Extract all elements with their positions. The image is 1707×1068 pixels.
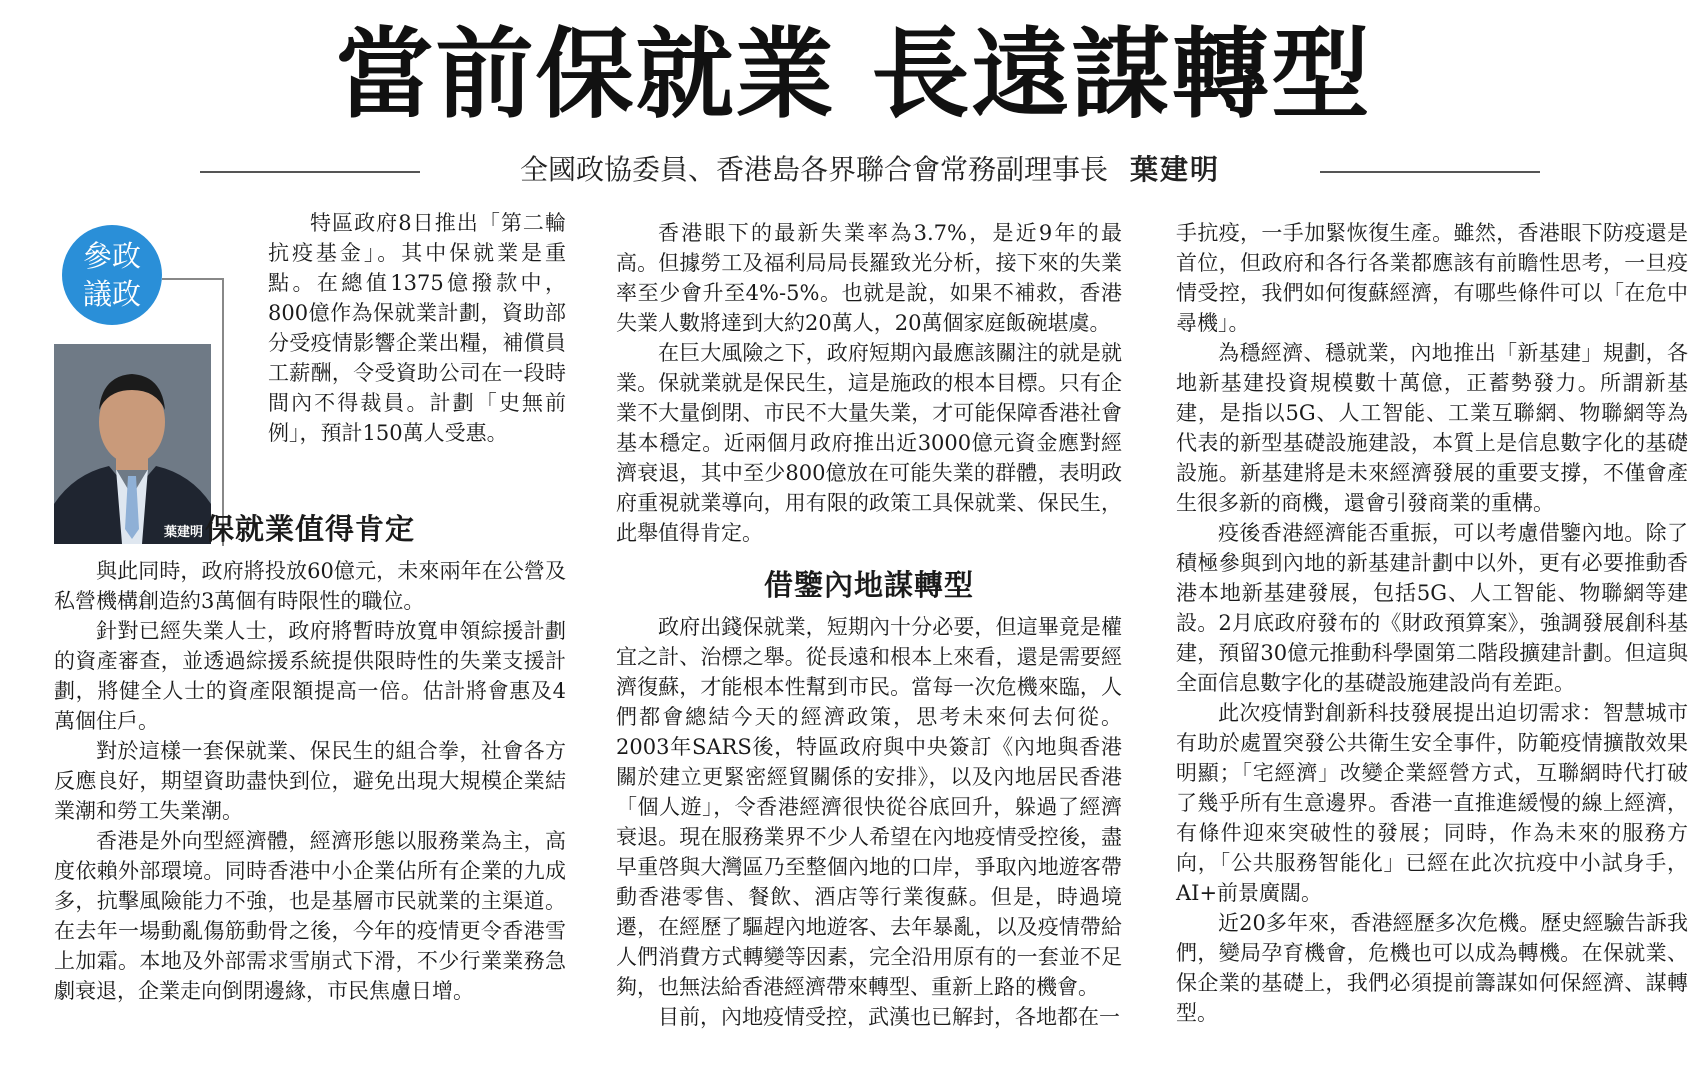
paragraph: 香港是外向型經濟體，經濟形態以服務業為主，高度依賴外部環境。同時香港中小企業佔所有企業的九成多，抗擊風險能力不強，也是基層市民就業的主渠道。在去年一場動亂傷筋動骨之後，今年的疫情更令香港雪上加霜。本地及外部需求雪崩式下滑，不少行業業務急劇衰退，企業走向倒閉邊緣，市民焦慮日增。 [54,829,566,1003]
paragraph: 對於這樣一套保就業、保民生的組合拳，社會各方反應良好，期望資助盡快到位，避免出現大規模企業結業潮和勞工失業潮。 [54,739,566,823]
headline: 當前保就業 長遠謀轉型 [335,17,1372,132]
paragraph: 在巨大風險之下，政府短期內最應該關注的就是就業。保就業就是保民生，這是施政的根本目標。只有企業不大量倒閉、市民不大量失業，才可能保障香港社會基本穩定。近兩個月政府推出近3000億元資金應對經濟衰退，其中至少800億放在可能失業的群體，表明政府重視就業導向，用有限的政策工具保就業、保民生，此舉值得肯定。 [616,341,1122,545]
section-heading-2: 借鑒內地謀轉型 [763,568,974,602]
badge-line2: 議政 [82,277,141,311]
column1-intro [268,208,566,448]
byline-rule-left [200,171,420,173]
column3 [1176,218,1688,1028]
paragraph: 與此同時，政府將投放60億元，未來兩年在公營及私營機構創造約3萬個有時限性的職位。 [54,559,566,613]
badge-line1: 參政 [82,239,141,273]
paragraph: 疫後香港經濟能否重振，可以考慮借鑒內地。除了積極參與到內地的新基建計劃中以外，更有必要推動香港本地新基建發展，包括5G、人工智能、物聯網等建設。2月底政府發布的《財政預算案》，強調發展創科基建，預留30億元推動科學園第二階段擴建計劃。但這與全面信息數字化的基礎設施建設尚有差距。 [1176,521,1688,695]
column1-body [54,502,566,1006]
byline [200,150,1540,190]
paragraph: 香港眼下的最新失業率為3.7%，是近9年的最高。但據勞工及福利局局長羅致光分析，接下來的失業率至少會升至4%-5%。也就是說，如果不補救，香港失業人數將達到大約20萬人，20萬個家庭飯碗堪虞。 [616,221,1122,335]
author-name: 葉建明 [1130,153,1221,186]
paragraph: 手抗疫，一手加緊恢復生產。雖然，香港眼下防疫還是首位，但政府和各行各業都應該有前瞻性思考，一旦疫情受控，我們如何復蘇經濟，有哪些條件可以「在危中尋機」。 [1176,221,1688,335]
paragraph: 目前，內地疫情受控，武漢也已解封，各地都在一 [658,1005,1120,1029]
byline-rule-right [1320,171,1540,173]
byline-text [440,150,1300,190]
paragraph: 此次疫情對創新科技發展提出迫切需求：智慧城市有助於處置突發公共衛生安全事件，防範疫情擴散效果明顯；「宅經濟」改變企業經營方式，互聯網時代打破了幾乎所有生意邊界。香港一直推進緩慢的線上經濟，有條件迎來突破性的發展；同時，作為未來的服務方向，「公共服務智能化」已經在此次抗疫中小試身手，AI+前景廣闊。 [1176,701,1688,905]
photo-caption: 葉建明 [163,525,203,540]
paragraph: 近20多年來，香港經歷多次危機。歷史經驗告訴我們，變局孕育機會，危機也可以成為轉機。在保就業、保企業的基礎上，我們必須提前籌謀如何保經濟、謀轉型。 [1176,911,1688,1025]
paragraph: 為穩經濟、穩就業，內地推出「新基建」規劃，各地新基建投資規模數十萬億，正蓄勢發力。所謂新基建，是指以5G、人工智能、工業互聯網、物聯網等為代表的新型基礎設施建設，本質上是信息數字化的基礎設施。新基建將是未來經濟發展的重要支撐，不僅會產生很多新的商機，還會引發商業的重構。 [1176,341,1688,515]
paragraph: 特區政府8日推出「第二輪抗疫基金」。其中保就業是重點。在總值1375億撥款中，800億作為保就業計劃，資助部分受疫情影響企業出糧，補償員工薪酬，令受資助公司在一段時間內不得裁員。計劃「史無前例」，預計150萬人受惠。 [268,211,566,445]
column-badge [62,225,162,325]
section-heading-1: 保就業值得肯定 [204,512,415,546]
column2 [616,218,1122,1032]
badge-connector [162,278,224,280]
author-role: 全國政協委員、香港島各界聯合會常務副理事長 [519,153,1108,186]
paragraph: 政府出錢保就業，短期內十分必要，但這畢竟是權宜之計、治標之舉。從長遠和根本上來看，還是需要經濟復蘇，才能根本性幫到市民。當每一次危機來臨，人們都會總結今天的經濟政策，思考未來何去何從。2003年SARS後，特區政府與中央簽訂《內地與香港關於建立更緊密經貿關係的安排》，以及內地居民香港「個人遊」，令香港經濟很快從谷底回升，躲過了經濟衰退。現在服務業界不少人希望在內地疫情受控後，盡早重啓與大灣區乃至整個內地的口岸，爭取內地遊客帶動香港零售、餐飲、酒店等行業復蘇。但是，時過境遷，在經歷了驅趕內地遊客、去年暴亂，以及疫情帶給人們消費方式轉變等因素，完全沿用原有的一套並不足夠，也無法給香港經濟帶來轉型、重新上路的機會。 [616,615,1122,999]
paragraph: 針對已經失業人士，政府將暫時放寬申領綜援計劃的資產審查，並透過綜援系統提供限時性的失業支援計劃，將健全人士的資產限額提高一倍。估計將會惠及4萬個住戶。 [54,619,566,733]
